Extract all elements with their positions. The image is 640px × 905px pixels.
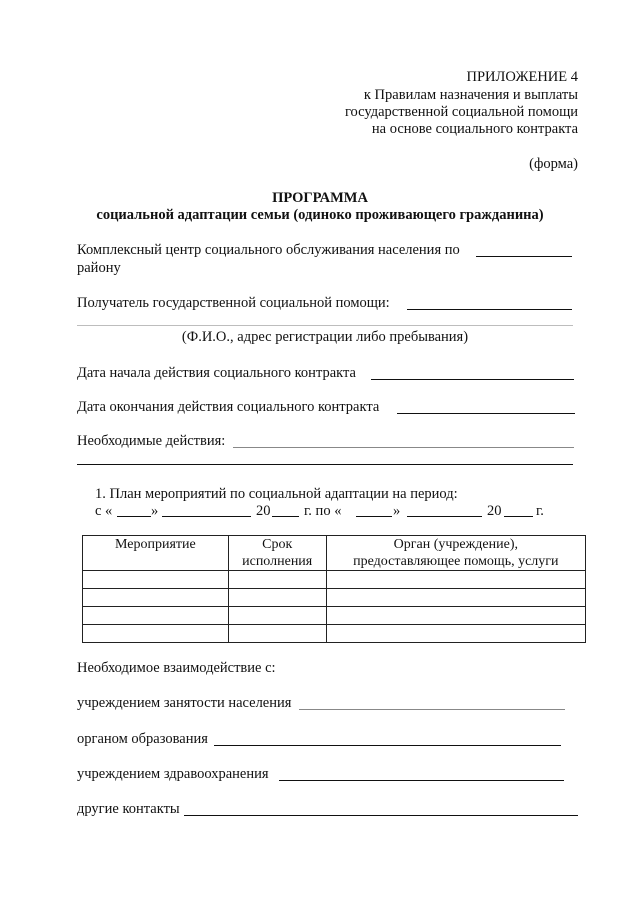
table-cell[interactable] [326, 589, 585, 607]
interaction-other-label: другие контакты [77, 801, 180, 817]
table-row [83, 607, 586, 625]
table-cell[interactable] [83, 625, 229, 643]
annex-line-1: к Правилам назначения и выплаты [363, 87, 578, 103]
period-to-year-suffix: г. [536, 503, 544, 519]
column-header-deadline [228, 536, 326, 571]
column-header-agency-line-1: Орган (учреждение), [393, 537, 518, 552]
center-input-line[interactable] [476, 256, 572, 257]
end-date-label: Дата окончания действия социального контракта [77, 399, 380, 415]
column-header-deadline-line-2: исполнения [242, 554, 313, 569]
column-header-activity: Мероприятие [83, 536, 229, 571]
table-cell[interactable] [228, 607, 326, 625]
period-from-prefix: с « [95, 503, 113, 519]
period-from-quote-close: » [151, 503, 159, 519]
document-title: ПРОГРАММА [272, 190, 368, 206]
end-date-input-line[interactable] [397, 413, 575, 414]
table-row [83, 625, 586, 643]
start-date-input-line[interactable] [371, 379, 574, 380]
column-header-deadline-line-1: Срок [262, 537, 293, 552]
form-label: (форма) [529, 156, 578, 172]
period-from-year-prefix: 20 [256, 503, 271, 519]
actions-input-line-2[interactable] [77, 464, 573, 465]
recipient-label: Получатель государственной социальной помощи: [77, 295, 390, 311]
center-label-district: району [77, 260, 121, 276]
start-date-label: Дата начала действия социального контракта [77, 365, 356, 381]
actions-label: Необходимые действия: [77, 433, 226, 449]
period-from-year-input[interactable] [272, 516, 299, 517]
recipient-input-line[interactable] [407, 309, 572, 310]
period-to-month-input[interactable] [407, 516, 482, 517]
interaction-heading: Необходимое взаимодействие с: [77, 660, 276, 676]
interaction-education-input-line[interactable] [214, 745, 561, 746]
table-cell[interactable] [83, 589, 229, 607]
table-row [83, 571, 586, 589]
interaction-employment-input-line[interactable] [299, 709, 565, 710]
plan-heading: 1. План мероприятий по социальной адаптации на период: [95, 486, 458, 502]
recipient-hint: (Ф.И.О., адрес регистрации либо пребывания) [181, 329, 469, 345]
column-header-agency [326, 536, 585, 571]
table-cell[interactable] [83, 571, 229, 589]
table-cell[interactable] [83, 607, 229, 625]
period-to-day-input[interactable] [356, 516, 392, 517]
actions-input-line-1[interactable] [233, 447, 574, 448]
table-cell[interactable] [228, 589, 326, 607]
table-row [83, 589, 586, 607]
annex-line-2: государственной социальной помощи [344, 104, 578, 120]
period-to-year-prefix: 20 [487, 503, 502, 519]
table-cell[interactable] [326, 625, 585, 643]
period-to-prefix: г. по « [304, 503, 342, 519]
table-cell[interactable] [228, 571, 326, 589]
interaction-employment-label: учреждением занятости населения [77, 695, 292, 711]
center-label: Комплексный центр социального обслуживания населения по [77, 242, 460, 258]
plan-table [82, 535, 586, 643]
period-from-day-input[interactable] [117, 516, 151, 517]
table-cell[interactable] [228, 625, 326, 643]
column-header-agency-line-2: предоставляющее помощь, услуги [353, 554, 559, 569]
table-cell[interactable] [326, 571, 585, 589]
plan-table-header-row [83, 536, 586, 571]
period-to-quote-close: » [393, 503, 401, 519]
table-cell[interactable] [326, 607, 585, 625]
interaction-health-input-line[interactable] [279, 780, 564, 781]
interaction-health-label: учреждением здравоохранения [77, 766, 269, 782]
interaction-education-label: органом образования [77, 731, 208, 747]
document-subtitle: социальной адаптации семьи (одиноко проживающего гражданина) [96, 207, 544, 223]
period-to-year-input[interactable] [504, 516, 533, 517]
period-from-month-input[interactable] [162, 516, 251, 517]
annex-line-3: на основе социального контракта [371, 121, 578, 137]
recipient-address-line[interactable] [77, 325, 573, 326]
interaction-other-input-line[interactable] [184, 815, 578, 816]
annex-title: ПРИЛОЖЕНИЕ 4 [466, 69, 578, 85]
